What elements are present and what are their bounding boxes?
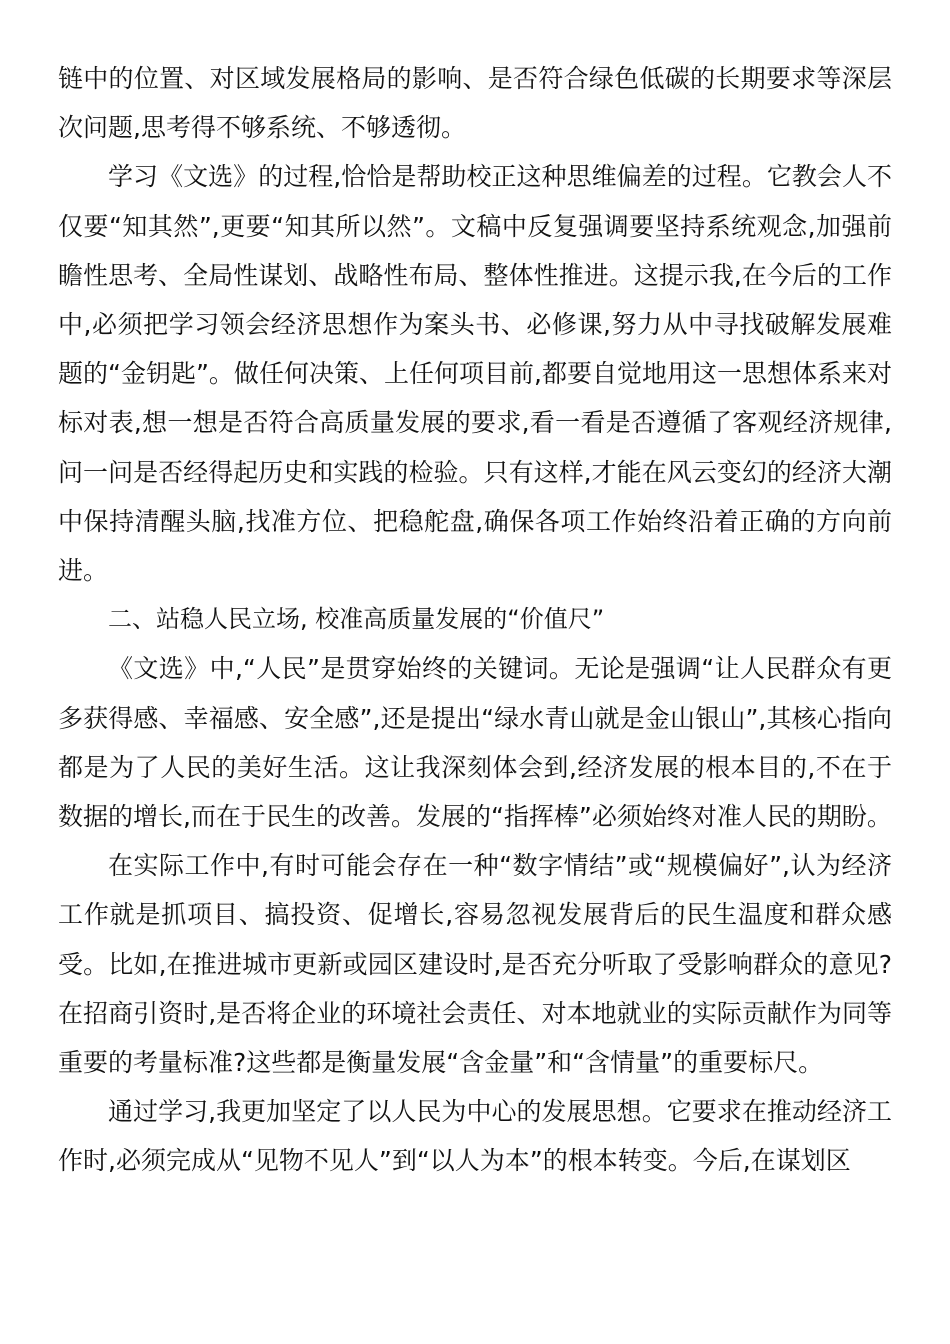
paragraph-body: 在实际工作中,有时可能会存在一种“数字情结”或“规模偏好”,认为经济工作就是抓项目、搞投资、促增长,容易忽视发展背后的民生温度和群众感受。比如,在推进城市更新或园区建设时,是否充分听取了受影响群众的意见?在招商引资时,是否将企业的环境社会责任、对本地就业的实际贡献作为同等重要的考量标准?这些都是衡量发展“含金量”和“含情量”的重要标尺。 — [58, 851, 892, 1078]
paragraph-body: 通过学习,我更加坚定了以人民为中心的发展思想。它要求在推动经济工作时,必须完成从“见物不见人”到“以人为本”的根本转变。今后,在谋划区 — [58, 1097, 892, 1176]
paragraph-body: 学习《文选》的过程,恰恰是帮助校正这种思维偏差的过程。它教会人不仅要“知其然”,更要“知其所以然”。文稿中反复强调要坚持系统观念,加强前瞻性思考、全局性谋划、战略性布局、整体性推进。这提示我,在今后的工作中,必须把学习领会经济思想作为案头书、必修课,努力从中寻找破解发展难题的“金钥匙”。做任何决策、上任何项目前,都要自觉地用这一思想体系来对标对表,想一想是否符合高质量发展的要求,看一看是否遵循了客观经济规律,问一问是否经得起历史和实践的检验。只有这样,才能在风云变幻的经济大潮中保持清醒头脑,找准方位、把稳舵盘,确保各项工作始终沿着正确的方向前进。 — [58, 162, 892, 586]
paragraph-body: 《文选》中,“人民”是贯穿始终的关键词。无论是强调“让人民群众有更多获得感、幸福感、安全感”,还是提出“绿水青山就是金山银山”,其核心指向都是为了人民的美好生活。这让我深刻体会到,经济发展的根本目的,不在于数据的增长,而在于民生的改善。发展的“指挥棒”必须始终对准人民的期盼。 — [58, 654, 892, 832]
section-heading: 二、站稳人民立场, 校准高质量发展的“价值尺” — [108, 605, 605, 634]
document-page — [58, 54, 892, 1186]
paragraph-continuation: 链中的位置、对区域发展格局的影响、是否符合绿色低碳的长期要求等深层次问题,思考得不够系统、不够透彻。 — [58, 64, 892, 143]
